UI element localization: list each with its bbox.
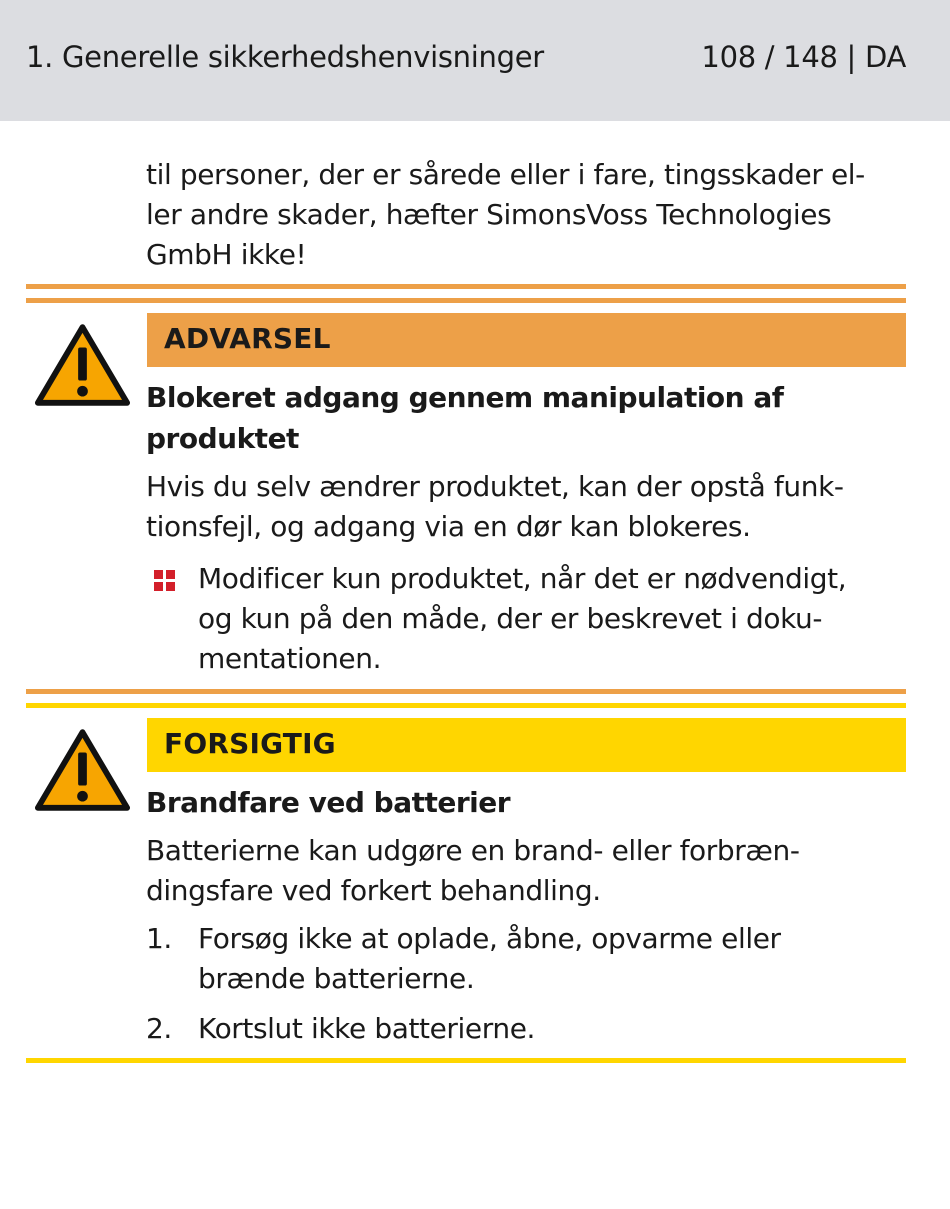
bullet-text <box>198 559 846 679</box>
section-title: 1. Generelle sikkerhedshenvisninger <box>26 40 544 74</box>
page-number: 108 / 148 | DA <box>701 40 906 74</box>
warning-triangle-icon <box>34 727 131 813</box>
caution-heading <box>146 782 510 823</box>
intro-paragraph <box>146 155 865 275</box>
divider-line <box>26 689 906 694</box>
heading-line: produktet <box>146 422 299 455</box>
heading-line: Blokeret adgang gennem manipulation af <box>146 381 784 414</box>
text-line: og kun på den måde, der er beskrevet i doku- <box>198 602 823 635</box>
step-number: 1. <box>146 922 172 955</box>
step-text <box>198 919 781 999</box>
caution-banner <box>147 718 906 772</box>
text-line: ler andre skader, hæfter SimonsVoss Technologies <box>146 198 832 231</box>
text-line: til personer, der er sårede eller i fare, tingsskader el- <box>146 158 865 191</box>
heading-line: Brandfare ved batterier <box>146 786 511 819</box>
caution-text <box>146 831 800 911</box>
divider-line <box>26 298 906 303</box>
text-line: brænde batterierne. <box>198 962 475 995</box>
red-square-bullet-icon <box>154 570 175 591</box>
text-line: Batterierne kan udgøre en brand- eller forbræn- <box>146 834 800 867</box>
text-line: Forsøg ikke at oplade, åbne, opvarme eller <box>198 922 781 955</box>
warning-banner <box>147 313 906 367</box>
step-text <box>198 1009 535 1049</box>
warning-triangle-icon <box>34 322 131 408</box>
warning-text <box>146 467 844 547</box>
text-line: mentationen. <box>198 642 382 675</box>
divider-line <box>26 284 906 289</box>
text-line: Kortslut ikke batterierne. <box>198 1012 536 1045</box>
text-line: dingsfare ved forkert behandling. <box>146 874 601 907</box>
warning-label: ADVARSEL <box>164 322 331 355</box>
warning-heading <box>146 377 783 459</box>
page-header <box>0 0 950 121</box>
text-line: tionsfejl, og adgang via en dør kan blokeres. <box>146 510 751 543</box>
text-line: Modificer kun produktet, når det er nødvendigt, <box>198 562 847 595</box>
divider-line <box>26 1058 906 1063</box>
caution-label: FORSIGTIG <box>164 727 336 760</box>
step-number: 2. <box>146 1012 172 1045</box>
text-line: GmbH ikke! <box>146 238 307 271</box>
text-line: Hvis du selv ændrer produktet, kan der opstå funk- <box>146 470 844 503</box>
divider-line <box>26 703 906 708</box>
